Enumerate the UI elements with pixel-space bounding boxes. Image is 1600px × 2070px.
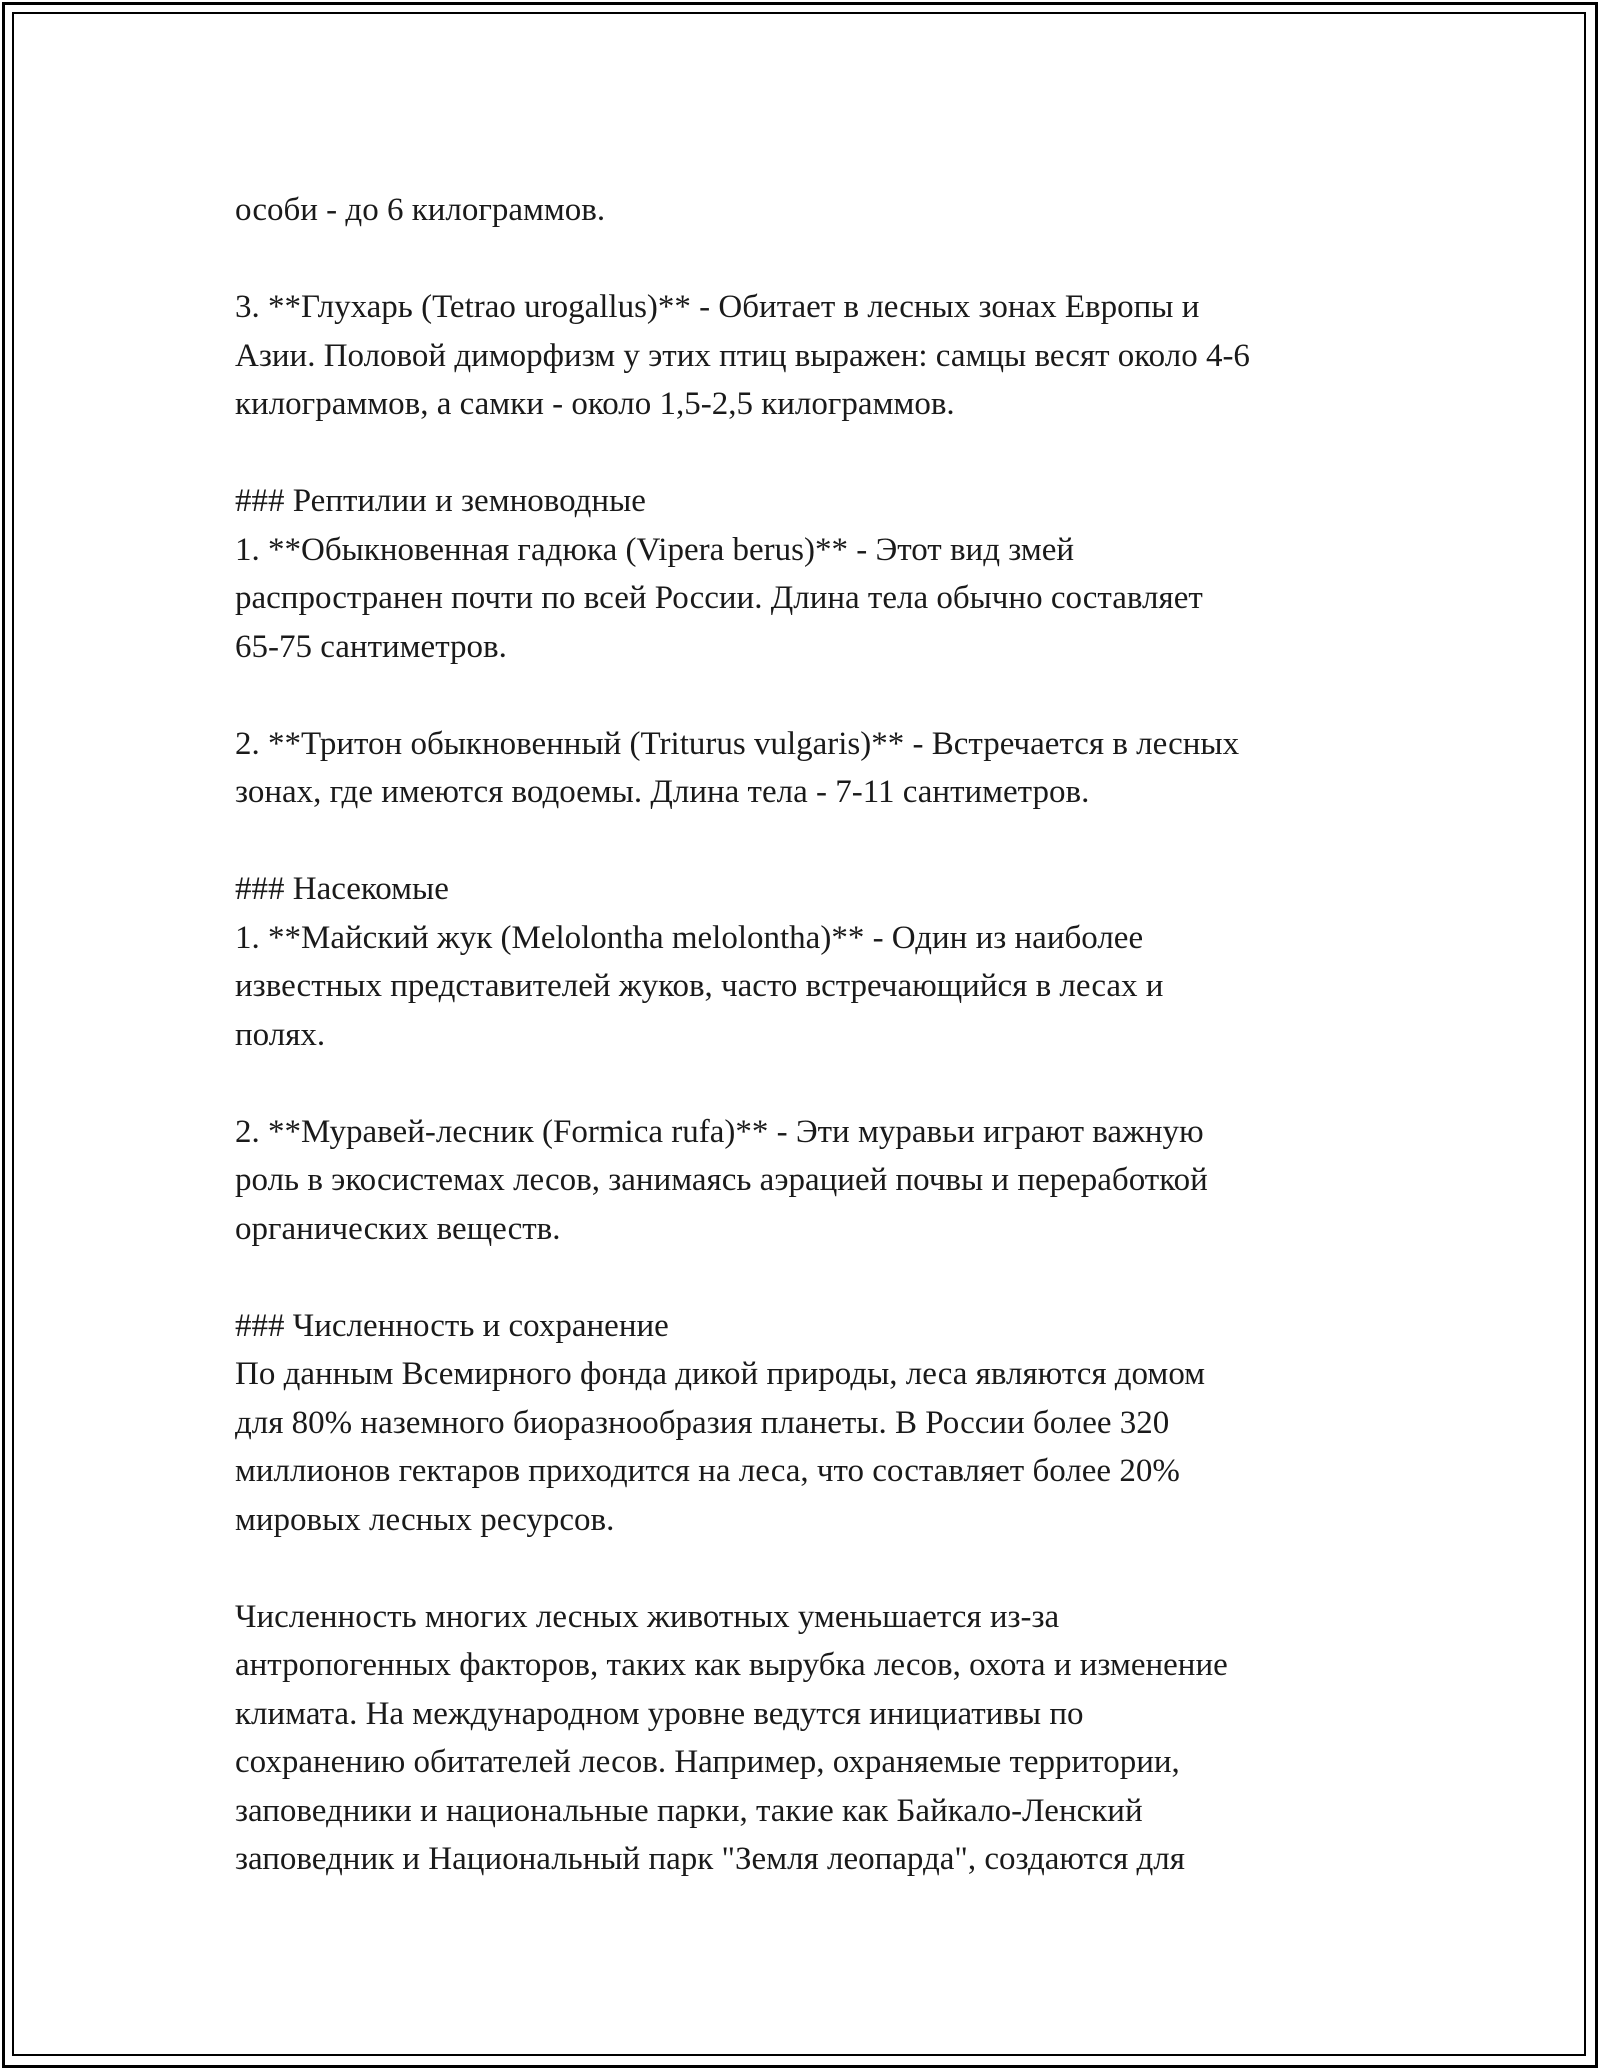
paragraph <box>235 186 1385 235</box>
text-line: 1. **Обыкновенная гадюка (Vipera berus)** - Этот вид змей <box>235 531 1075 568</box>
paragraph-spacer <box>235 235 1385 284</box>
text-line: заповедник и Национальный парк "Земля леопарда", создаются для <box>235 1841 1185 1877</box>
text-line: 1. **Майский жук (Melolontha melolontha)** - Один из наиболее <box>235 919 1144 956</box>
paragraph-spacer <box>235 1059 1385 1108</box>
text-line: роль в экосистемах лесов, занимаясь аэрацией почвы и переработкой <box>235 1162 1208 1198</box>
paragraph <box>235 526 1385 672</box>
text-line: 2. **Тритон обыкновенный (Triturus vulgaris)** - Встречается в лесных <box>235 725 1240 762</box>
paragraph <box>235 1593 1385 1884</box>
paragraph-spacer <box>235 1253 1385 1302</box>
text-line: миллионов гектаров приходится на леса, что составляет более 20% <box>235 1453 1180 1489</box>
text-line: климата. На международном уровне ведутся инициативы по <box>235 1695 1084 1732</box>
text-line: сохранению обитателей лесов. Например, охраняемые территории, <box>235 1744 1180 1780</box>
text-line: распространен почти по всей России. Длина тела обычно составляет <box>235 580 1203 616</box>
paragraph <box>235 283 1385 429</box>
text-line: 2. **Муравей-лесник (Formica rufa)** - Эти муравьи играют важную <box>235 1113 1204 1150</box>
text-line: для 80% наземного биоразнообразия планеты. В России более 320 <box>235 1404 1170 1441</box>
paragraph <box>235 914 1385 1060</box>
text-line: килограммов, а самки - около 1,5-2,5 килограммов. <box>235 386 955 422</box>
paragraph-spacer <box>235 817 1385 866</box>
text-line: органических веществ. <box>235 1210 561 1247</box>
text-line: 65-75 сантиметров. <box>235 628 507 665</box>
text-line: Азии. Половой диморфизм у этих птиц выражен: самцы весят около 4-6 <box>235 337 1250 374</box>
section-heading: ### Численность и сохранение <box>235 1307 669 1344</box>
text-line: мировых лесных ресурсов. <box>235 1501 615 1538</box>
text-line: антропогенных факторов, таких как вырубка лесов, охота и изменение <box>235 1647 1228 1683</box>
paragraph-spacer <box>235 429 1385 478</box>
paragraph <box>235 1108 1385 1254</box>
text-line: Численность многих лесных животных уменьшается из-за <box>235 1598 1060 1635</box>
paragraph-spacer <box>235 671 1385 720</box>
text-line: заповедники и национальные парки, такие как Байкало-Ленский <box>235 1792 1143 1829</box>
text-line: особи - до 6 килограммов. <box>235 192 606 228</box>
section-heading: ### Насекомые <box>235 871 449 907</box>
text-line: зонах, где имеются водоемы. Длина тела - 7-11 сантиметров. <box>235 774 1090 810</box>
paragraph <box>235 1350 1385 1544</box>
text-line: 3. **Глухарь (Tetrao urogallus)** - Обитает в лесных зонах Европы и <box>235 289 1200 325</box>
text-line: По данным Всемирного фонда дикой природы, леса являются домом <box>235 1356 1206 1392</box>
text-line: полях. <box>235 1016 326 1053</box>
paragraph-spacer <box>235 1544 1385 1593</box>
document-body <box>235 186 1385 1884</box>
paragraph <box>235 720 1385 817</box>
section-heading: ### Рептилии и земноводные <box>235 483 646 519</box>
text-line: известных представителей жуков, часто встречающийся в лесах и <box>235 968 1164 1004</box>
